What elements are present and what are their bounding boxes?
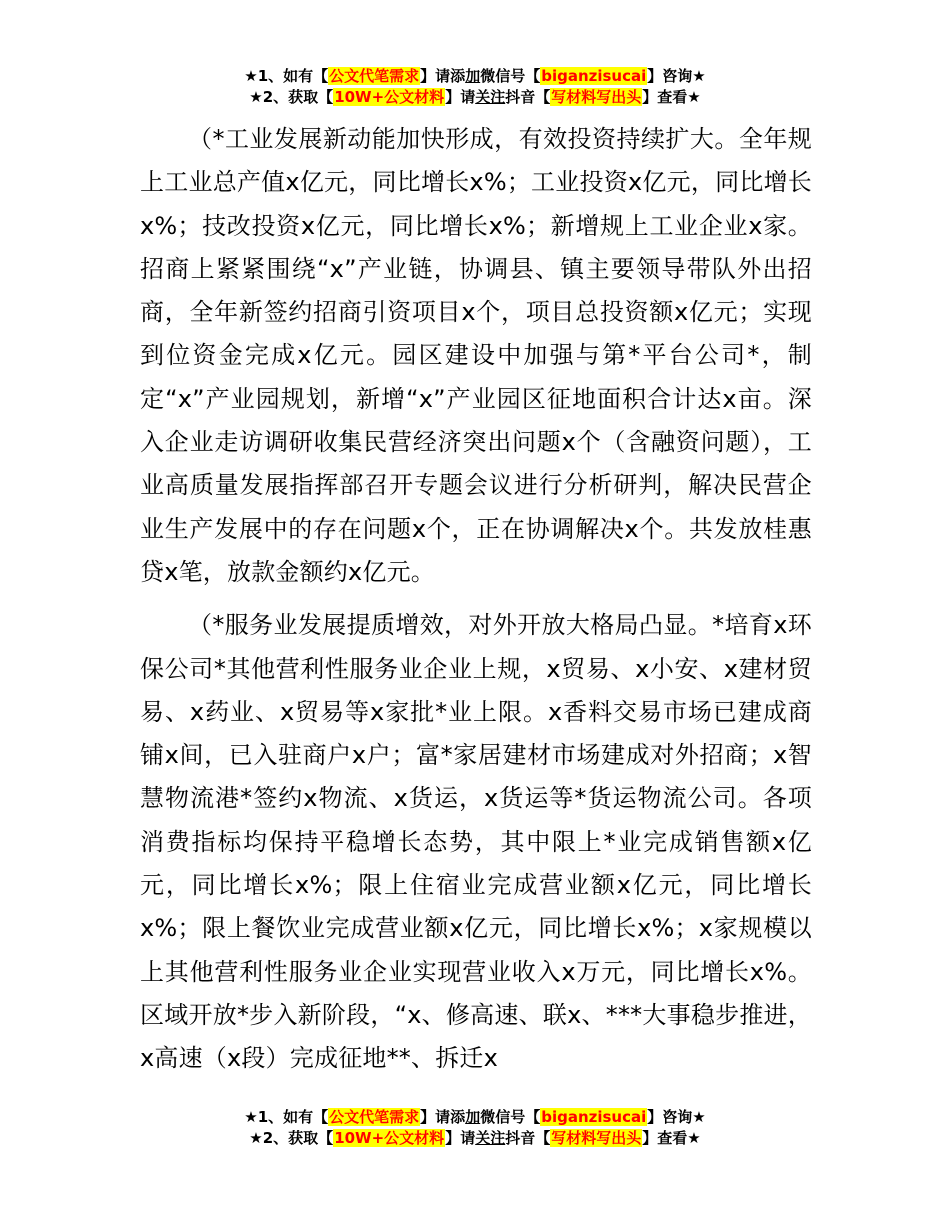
highlight-materials: 10W+公文材料 — [334, 1129, 445, 1147]
document-body — [140, 118, 812, 1081]
paragraph-industry: （*工业发展新动能加快形成，有效投资持续扩大。全年规上工业总产值x亿元，同比增长x%；工业投资x亿元，同比增长x%；技改投资x亿元，同比增长x%；新增规上工业企业x家。招商上紧紧围绕“x”产业链，协调县、镇主要领导带队外出招商，全年新签约招商引资项目x个，项目总投资额x亿元；实现到位资金完成x亿元。园区建设中加强与第*平台公司*，制定“x”产业园规划，新增“x”产业园区征地面积合计达x亩。深入企业走访调研收集民营经济突出问题x个（含融资问题），工业高质量发展指挥部召开专题会议进行分析研判，解决民营企业生产发展中的存在问题x个，正在协调解决x个。共发放桂惠贷x笔，放款金额约x亿元。 — [140, 125, 812, 586]
banner-line-1: ★1、如有【公文代笔需求】请添加微信号【biganzisucai】咨询★ — [244, 1108, 706, 1126]
highlight-douyin: 写材料写出头 — [551, 1129, 642, 1147]
footer-banner — [0, 1107, 950, 1149]
highlight-materials: 10W+公文材料 — [334, 88, 445, 106]
highlight-wechat-id: biganzisucai — [541, 67, 647, 85]
banner-line-2: ★2、获取【10W+公文材料】请关注抖音【写材料写出头】查看★ — [249, 1129, 701, 1147]
highlight-ghostwriting: 公文代笔需求 — [329, 1108, 420, 1126]
banner-line-1: ★1、如有【公文代笔需求】请添加微信号【biganzisucai】咨询★ — [244, 67, 706, 85]
highlight-ghostwriting: 公文代笔需求 — [329, 67, 420, 85]
paragraph-services: （*服务业发展提质增效，对外开放大格局凸显。*培育x环保公司*其他营利性服务业企业上规，x贸易、x小安、x建材贸易、x药业、x贸易等x家批*业上限。x香料交易市场已建成商铺x间，已入驻商户x户；富*家居建材市场建成对外招商；x智慧物流港*签约x物流、x货运，x货运等*货运物流公司。各项消费指标均保持平稳增长态势，其中限上*业完成销售额x亿元，同比增长x%；限上住宿业完成营业额x亿元，同比增长x%；限上餐饮业完成营业额x亿元，同比增长x%；x家规模以上其他营利性服务业企业实现营业收入x万元，同比增长x%。区域开放*步入新阶段，“x、修高速、联x、***大事稳步推进，x高速（x段）完成征地**、拆迁x — [140, 611, 812, 1073]
header-banner — [0, 66, 950, 108]
highlight-douyin: 写材料写出头 — [551, 88, 642, 106]
highlight-wechat-id: biganzisucai — [541, 1108, 647, 1126]
banner-line-2: ★2、获取【10W+公文材料】请关注抖音【写材料写出头】查看★ — [249, 88, 701, 106]
